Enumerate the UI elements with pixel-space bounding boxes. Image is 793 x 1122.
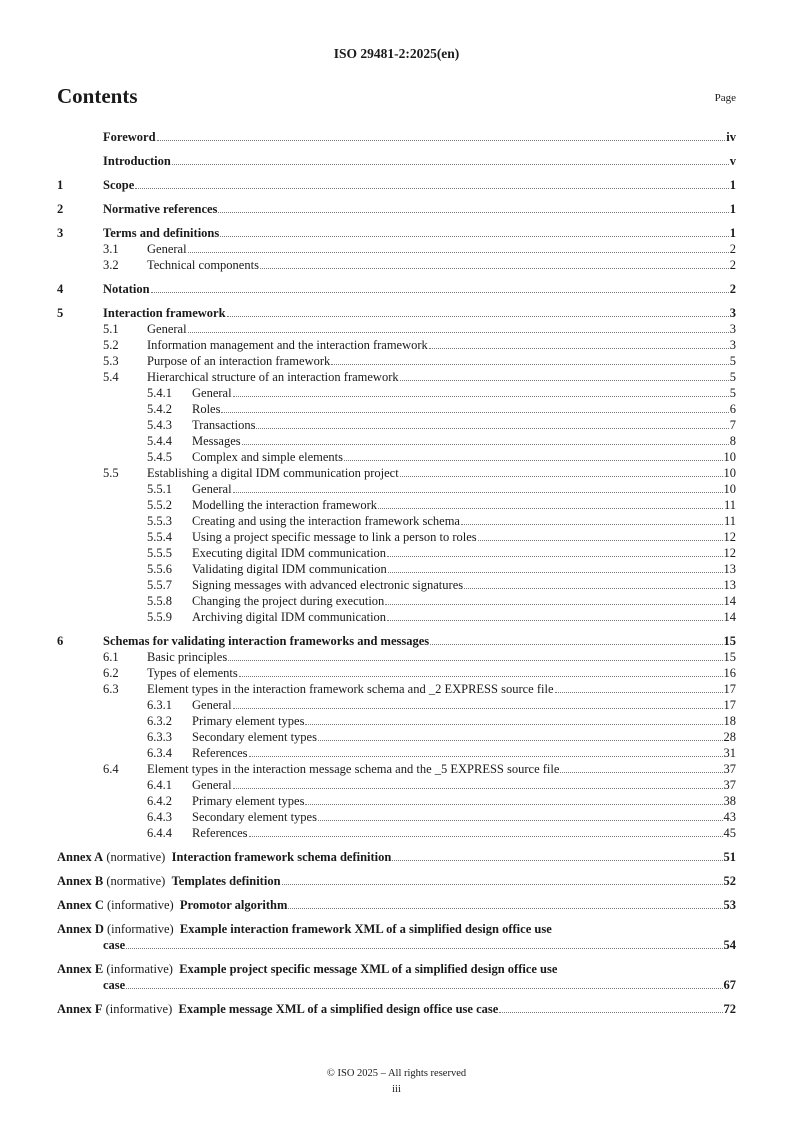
section-number: 5.5.1 [147, 482, 172, 496]
section-number: 5.4.1 [147, 386, 172, 400]
section-title: General [147, 322, 187, 336]
dot-leader [151, 292, 729, 293]
dot-leader [242, 444, 729, 445]
dot-leader [233, 788, 723, 789]
section-number: 5.5.3 [147, 514, 172, 528]
toc-entry[interactable] [57, 337, 736, 353]
section-number: 3.1 [103, 242, 119, 256]
annex-entry[interactable] [57, 961, 736, 977]
toc-entry[interactable] [57, 353, 736, 369]
section-number: 6.3.4 [147, 746, 172, 760]
toc-entry[interactable] [57, 241, 736, 257]
toc-entry[interactable] [57, 281, 736, 297]
section-title: Scope [103, 178, 135, 192]
section-title: Terms and definitions [103, 226, 220, 240]
dot-leader [282, 884, 723, 885]
toc-entry[interactable] [57, 433, 736, 449]
section-title: Messages [192, 434, 241, 448]
page-ref: 52 [723, 874, 736, 888]
toc-entry[interactable] [57, 305, 736, 321]
annex-entry-continuation[interactable] [57, 937, 736, 953]
annex-title: Example project specific message XML of a simplified design office use [179, 962, 558, 976]
contents-heading: Contents [57, 84, 138, 108]
page-footer [0, 1066, 793, 1098]
toc-entry[interactable] [57, 449, 736, 465]
toc-entry[interactable] [57, 825, 736, 841]
toc-entry[interactable] [57, 465, 736, 481]
dot-leader [331, 364, 728, 365]
page-ref: 10 [723, 482, 736, 496]
page-ref: 2 [729, 258, 736, 272]
page-ref: 28 [723, 730, 736, 744]
toc-entry[interactable] [57, 529, 736, 545]
annex-kind: (normative) [106, 850, 166, 864]
page-number: iii [392, 1084, 401, 1095]
section-number: 6.4.1 [147, 778, 172, 792]
page-ref: 51 [723, 850, 736, 864]
dot-leader [172, 164, 729, 165]
toc-entry[interactable] [57, 201, 736, 217]
section-number: 6.3.3 [147, 730, 172, 744]
toc-entry[interactable] [57, 321, 736, 337]
page-ref: 5 [729, 386, 736, 400]
annex-label: Annex B [57, 874, 104, 888]
toc-entry[interactable] [57, 745, 736, 761]
page-ref: 10 [723, 466, 736, 480]
annex-title: Example message XML of a simplified design office use case [178, 1002, 499, 1016]
section-number: 6.4 [103, 762, 119, 776]
dot-leader [188, 252, 729, 253]
dot-leader [260, 268, 729, 269]
dot-leader [387, 620, 722, 621]
page-ref: 54 [723, 938, 736, 952]
section-number: 5.5.9 [147, 610, 172, 624]
section-number: 3 [57, 226, 64, 240]
section-title: Creating and using the interaction framework schema [192, 514, 460, 528]
dot-leader [228, 660, 722, 661]
dot-leader [239, 676, 723, 677]
dot-leader [135, 188, 729, 189]
section-number: 6.3.1 [147, 698, 172, 712]
dot-leader [227, 316, 729, 317]
section-title: Establishing a digital IDM communication project [147, 466, 399, 480]
section-title: General [192, 778, 232, 792]
page-ref: 3 [729, 338, 736, 352]
dot-leader [388, 572, 723, 573]
dot-leader [305, 804, 722, 805]
dot-leader [220, 236, 729, 237]
dot-leader [461, 524, 723, 525]
section-number: 5.4.3 [147, 418, 172, 432]
section-title: Validating digital IDM communication [192, 562, 387, 576]
section-title: Primary element types [192, 794, 305, 808]
dot-leader [378, 508, 723, 509]
toc-entry[interactable] [57, 401, 736, 417]
annex-title: Templates definition [171, 874, 281, 888]
section-number: 5.5.4 [147, 530, 172, 544]
annex-kind: (normative) [106, 874, 166, 888]
section-title: Element types in the interaction framework schema and _2 EXPRESS source file [147, 682, 554, 696]
section-number: 5.1 [103, 322, 119, 336]
toc-entry[interactable] [57, 761, 736, 777]
page-ref: 13 [723, 562, 736, 576]
page-ref: 14 [723, 610, 736, 624]
annex-entry[interactable] [57, 1001, 736, 1017]
dot-leader [464, 588, 722, 589]
section-number: 5.4.2 [147, 402, 172, 416]
section-title: Using a project specific message to link a person to roles [192, 530, 477, 544]
section-number: 5.4.4 [147, 434, 172, 448]
annex-label: Annex A [57, 850, 104, 864]
dot-leader [385, 604, 722, 605]
annex-title: Interaction framework schema definition [171, 850, 392, 864]
page-ref: 15 [723, 634, 736, 648]
section-title: Normative references [103, 202, 218, 216]
section-title: Schemas for validating interaction frameworks and messages [103, 634, 430, 648]
toc-entry[interactable] [57, 793, 736, 809]
dot-leader [499, 1012, 722, 1013]
page-ref: 5 [729, 354, 736, 368]
dot-leader [233, 492, 723, 493]
section-title: Interaction framework [103, 306, 226, 320]
section-title: Roles [192, 402, 221, 416]
toc-entry[interactable] [57, 513, 736, 529]
toc-entry[interactable] [57, 417, 736, 433]
section-title: General [192, 482, 232, 496]
toc-entry[interactable] [57, 649, 736, 665]
toc-entry[interactable] [57, 577, 736, 593]
annex-kind: (informative) [106, 962, 173, 976]
section-number: 6.4.4 [147, 826, 172, 840]
section-title: References [192, 826, 248, 840]
section-number: 6.4.3 [147, 810, 172, 824]
toc-entry[interactable] [57, 777, 736, 793]
page-ref: 53 [723, 898, 736, 912]
page-ref: 15 [723, 650, 736, 664]
section-number: 2 [57, 202, 64, 216]
section-number: 5.2 [103, 338, 119, 352]
page-ref: 45 [723, 826, 736, 840]
toc-entry[interactable] [57, 665, 736, 681]
toc-entry[interactable] [57, 713, 736, 729]
section-title: Hierarchical structure of an interaction framework [147, 370, 399, 384]
page-ref: 6 [729, 402, 736, 416]
annex-kind: (informative) [107, 898, 174, 912]
toc-entry[interactable] [57, 481, 736, 497]
toc-entry[interactable] [57, 153, 736, 169]
dot-leader [249, 836, 723, 837]
page-ref: 72 [723, 1002, 736, 1016]
annex-entry[interactable] [57, 897, 736, 913]
section-number: 6.3.2 [147, 714, 172, 728]
section-number: 5.5.5 [147, 546, 172, 560]
page-ref: 11 [723, 514, 736, 528]
section-number: 5.4.5 [147, 450, 172, 464]
section-title: General [192, 698, 232, 712]
section-title: Secondary element types [192, 730, 317, 744]
dot-leader [188, 332, 729, 333]
page-ref: 43 [723, 810, 736, 824]
dot-leader [233, 708, 723, 709]
section-title: Executing digital IDM communication [192, 546, 387, 560]
dot-leader [478, 540, 723, 541]
toc-entry[interactable] [57, 609, 736, 625]
dot-leader [256, 428, 728, 429]
annex-kind: (informative) [105, 1002, 173, 1016]
dot-leader [400, 476, 723, 477]
annex-label: Annex C [57, 898, 104, 912]
section-number: 5.3 [103, 354, 119, 368]
annex-title-cont: case [103, 938, 126, 952]
toc-entry[interactable] [57, 385, 736, 401]
section-title: Element types in the interaction message schema and the _5 EXPRESS source file [147, 762, 560, 776]
annex-label: Annex F [57, 1002, 103, 1016]
section-title: Transactions [192, 418, 256, 432]
table-of-contents [57, 129, 736, 1017]
dot-leader [233, 396, 729, 397]
document-header: ISO 29481-2:2025(en) [333, 46, 460, 61]
section-title: Archiving digital IDM communication [192, 610, 387, 624]
section-title: Information management and the interaction framework [147, 338, 428, 352]
annex-kind: (informative) [107, 922, 174, 936]
page-column-label: Page [714, 92, 736, 104]
section-title: References [192, 746, 248, 760]
page-ref: 12 [723, 546, 736, 560]
page-ref: v [729, 154, 736, 168]
section-number: 6.2 [103, 666, 119, 680]
section-title: Changing the project during execution [192, 594, 385, 608]
page-ref: 1 [729, 178, 736, 192]
toc-entry[interactable] [57, 633, 736, 649]
annex-label: Annex E [57, 962, 104, 976]
dot-leader [221, 412, 728, 413]
toc-entry[interactable] [57, 177, 736, 193]
section-number: 5.5.2 [147, 498, 172, 512]
annex-entry[interactable] [57, 873, 736, 889]
page-ref: 1 [729, 202, 736, 216]
toc-entry[interactable] [57, 681, 736, 697]
section-number: 3.2 [103, 258, 119, 272]
toc-entry[interactable] [57, 129, 736, 145]
section-number: 6.1 [103, 650, 119, 664]
page-ref: 17 [723, 698, 736, 712]
section-title: Notation [103, 282, 150, 296]
annex-label: Annex D [57, 922, 104, 936]
section-title: Types of elements [147, 666, 238, 680]
section-title: Introduction [103, 154, 171, 168]
toc-entry[interactable] [57, 729, 736, 745]
section-number: 4 [57, 282, 64, 296]
annex-entry[interactable] [57, 849, 736, 865]
page-ref: 38 [723, 794, 736, 808]
section-title: Complex and simple elements [192, 450, 344, 464]
page-ref: 1 [729, 226, 736, 240]
page-ref: 16 [723, 666, 736, 680]
dot-leader [288, 908, 722, 909]
section-title: Basic principles [147, 650, 228, 664]
section-number: 5.5.8 [147, 594, 172, 608]
page-ref: 67 [723, 978, 736, 992]
dot-leader [126, 988, 722, 989]
dot-leader [429, 348, 729, 349]
dot-leader [305, 724, 722, 725]
page-ref: 10 [723, 450, 736, 464]
dot-leader [249, 756, 723, 757]
page-ref: 14 [723, 594, 736, 608]
page-ref: 3 [729, 306, 736, 320]
toc-entry[interactable] [57, 593, 736, 609]
section-number: 6 [57, 634, 64, 648]
dot-leader [218, 212, 728, 213]
page-ref: 18 [723, 714, 736, 728]
dot-leader [430, 644, 722, 645]
toc-entry[interactable] [57, 257, 736, 273]
toc-entry[interactable] [57, 225, 736, 241]
section-title: Modelling the interaction framework [192, 498, 378, 512]
toc-entry[interactable] [57, 809, 736, 825]
dot-leader [318, 740, 723, 741]
page-ref: 8 [729, 434, 736, 448]
section-number: 1 [57, 178, 64, 192]
section-title: General [147, 242, 187, 256]
page-ref: 11 [723, 498, 736, 512]
page-ref: 2 [729, 242, 736, 256]
dot-leader [560, 772, 722, 773]
section-number: 6.3 [103, 682, 119, 696]
page-ref: 17 [723, 682, 736, 696]
dot-leader [157, 140, 726, 141]
dot-leader [400, 380, 729, 381]
section-title: Secondary element types [192, 810, 317, 824]
section-title: General [192, 386, 232, 400]
section-number: 5.5 [103, 466, 119, 480]
dot-leader [392, 860, 722, 861]
section-number: 5.4 [103, 370, 119, 384]
page-ref: 13 [723, 578, 736, 592]
section-number: 5.5.7 [147, 578, 172, 592]
section-number: 5 [57, 306, 64, 320]
page-ref: 12 [723, 530, 736, 544]
annex-title-cont: case [103, 978, 126, 992]
section-title: Purpose of an interaction framework [147, 354, 331, 368]
section-number: 5.5.6 [147, 562, 172, 576]
section-number: 6.4.2 [147, 794, 172, 808]
section-title: Primary element types [192, 714, 305, 728]
toc-entry[interactable] [57, 369, 736, 385]
annex-entry[interactable] [57, 921, 736, 937]
page-ref: 3 [729, 322, 736, 336]
toc-entry[interactable] [57, 545, 736, 561]
section-title: Foreword [103, 130, 156, 144]
annex-title: Promotor algorithm [179, 898, 288, 912]
page-ref: 5 [729, 370, 736, 384]
section-title: Signing messages with advanced electronic signatures [192, 578, 464, 592]
copyright-notice: © ISO 2025 – All rights reserved [326, 1068, 467, 1079]
toc-entry[interactable] [57, 561, 736, 577]
page-ref: 31 [723, 746, 736, 760]
dot-leader [126, 948, 722, 949]
dot-leader [555, 692, 723, 693]
page-ref: 37 [723, 762, 736, 776]
toc-entry[interactable] [57, 497, 736, 513]
page-ref: 7 [729, 418, 736, 432]
dot-leader [344, 460, 722, 461]
page-ref: iv [726, 130, 736, 144]
page-ref: 37 [723, 778, 736, 792]
dot-leader [387, 556, 722, 557]
annex-title: Example interaction framework XML of a simplified design office use [179, 922, 552, 936]
toc-entry[interactable] [57, 697, 736, 713]
annex-entry-continuation[interactable] [57, 977, 736, 993]
dot-leader [318, 820, 723, 821]
page-ref: 2 [729, 282, 736, 296]
section-title: Technical components [147, 258, 259, 272]
